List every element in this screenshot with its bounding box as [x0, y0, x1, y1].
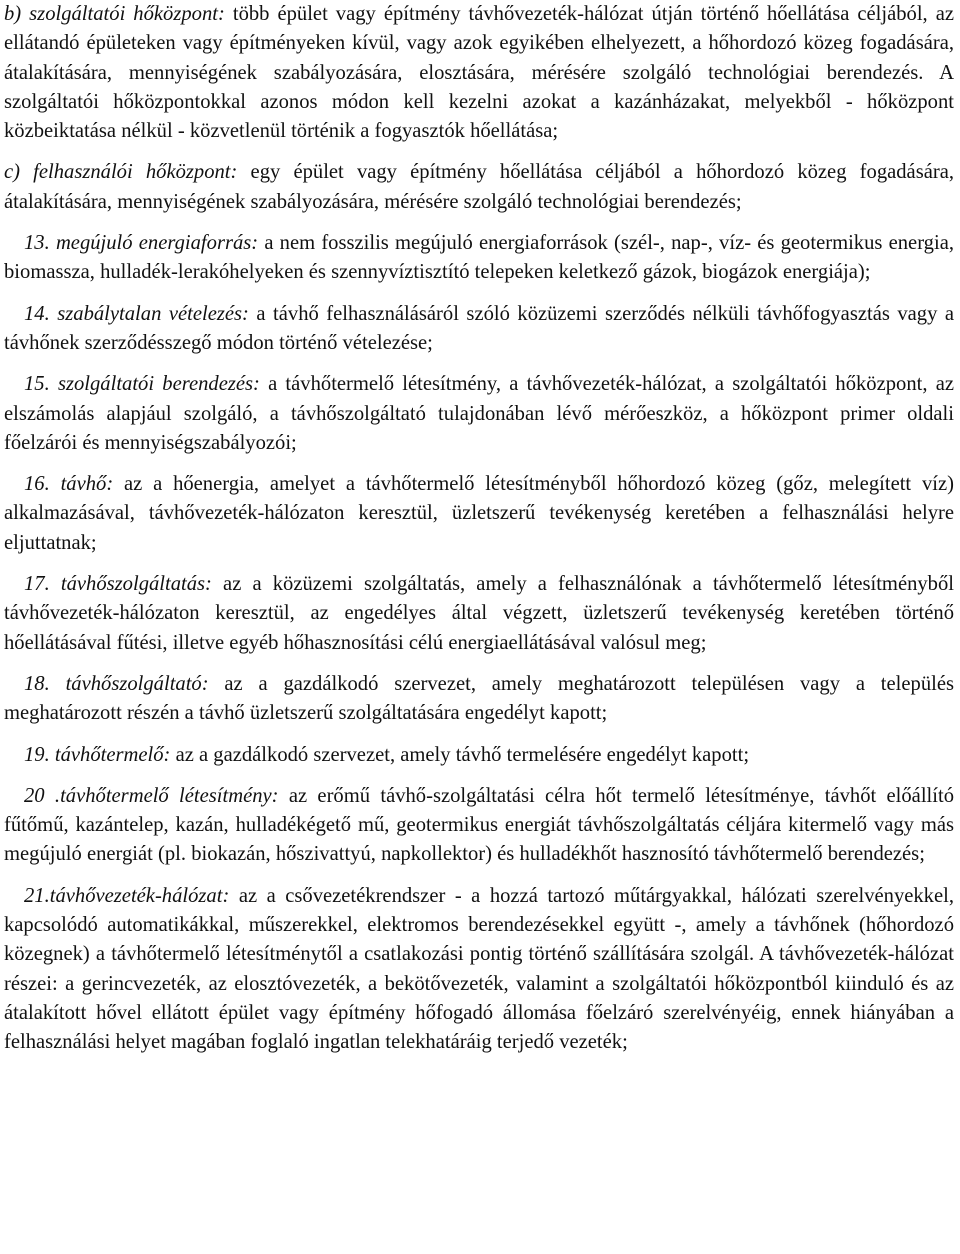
- definition-15: [4, 370, 954, 458]
- definition-13: [4, 229, 954, 288]
- definition-text: az a csővezetékrendszer - a hozzá tartozó műtárgyakkal, hálózati szerelvényekkel, kapcsolódó automatikákkal, műszerekkel, elektromos berendezésekkel együtt -, amely a távhőnek (hőhordozó közegnek) a távhőtermelő létesítménytől a csatlakozási pontig történő szállítására szolgál. A távhővezeték-hálózat részei: a gerincvezeték, az elosztóvezeték, a bekötővezeték, valamint a szolgáltatói hőközpontból kiinduló és az átalakított hővel ellátott épület vagy építmény hőfogadó állomása főelzáró szerelvényéig, ennek hiányában a felhasználási helyet magában foglaló ingatlan telekhatáráig terjedő vezeték;: [4, 884, 954, 1054]
- definition-term: távhőtermelő:: [54, 743, 171, 766]
- definition-term: megújuló energiaforrás:: [55, 232, 259, 255]
- definition-text: a távhőtermelő létesítmény, a távhővezeték-hálózat, a szolgáltatói hőközpont, az elszámolás alapjául szolgáló, a távhőszolgáltató tulajdonában lévő mérőeszköz, a hőközpont primer oldali főelzárói és mennyiségszabályozói;: [4, 373, 954, 454]
- definition-text: több épület vagy építmény távhővezeték-hálózat útján történő hőellátása céljából, az ellátandó épületeken vagy építményeken kívül, vagy azok egyikében elhelyezett, a hőhordozó közeg fogadására, átalakítására, mennyiségének szabályozására, elosztására, mérésére szolgáló technológiai berendezés. A szolgáltatói hőközpontokkal azonos módon kell kezelni azokat a kazánházakat, melyekből - hőközpont közbeiktatása nélkül - közvetlenül történik a fogyasztók hőellátása;: [4, 3, 954, 143]
- definition-number: 18.: [24, 672, 66, 695]
- definition-number: 19.: [24, 743, 55, 766]
- definition-term: távhő:: [60, 473, 114, 496]
- definition-term: szabálytalan vételezés:: [57, 302, 249, 325]
- definition-term: távhővezeték-hálózat:: [49, 884, 230, 907]
- definition-term: távhőszolgáltatás:: [60, 573, 212, 596]
- definition-18: [4, 670, 954, 729]
- definition-21: [4, 882, 954, 1058]
- definition-number: 20 .: [24, 784, 61, 807]
- definition-term: távhőszolgáltató:: [65, 672, 209, 695]
- definition-number: 15.: [24, 373, 58, 396]
- definition-number: 13.: [24, 232, 56, 255]
- definition-term: távhőtermelő létesítmény:: [60, 784, 279, 807]
- definition-text: az erőmű távhő-szolgáltatási célra hőt termelő létesítménye, távhőt előállító fűtőmű, kazántelep, kazán, hulladékégető mű, geotermikus energiát távhőszolgáltatás céljára kitermelő vagy más megújuló energiát (pl. biokazán, hőszivattyú, napkollektor) és hulladékhőt hasznosító távhőtermelő berendezés;: [4, 784, 955, 866]
- definition-text: az a gazdálkodó szervezet, amely távhő termelésére engedélyt kapott;: [170, 743, 750, 766]
- definition-text: az a gazdálkodó szervezet, amely meghatározott településen vagy a település meghatározott részén a távhő üzletszerű szolgáltatására engedélyt kapott;: [4, 672, 955, 725]
- definition-c: [4, 158, 954, 217]
- definition-term: c) felhasználói hőközpont:: [4, 161, 238, 184]
- definition-text: a nem fosszilis megújuló energiaforrások (szél-, nap-, víz- és geotermikus energia, biomassza, hulladék-lerakóhelyeken és szennyvíztisztító telepeken keletkező gázok, biogázok energiája);: [4, 232, 954, 284]
- definition-number: 14.: [24, 302, 58, 325]
- definition-number: 17.: [24, 573, 61, 596]
- definition-text: az a hőenergia, amelyet a távhőtermelő létesítményből hőhordozó közeg (gőz, melegített víz) alkalmazásával, távhővezeték-hálózaton keresztül, üzletszerű tevékenység keretében a felhasználási helyre eljuttatnak;: [4, 473, 954, 554]
- definition-17: [4, 570, 954, 658]
- definition-term: szolgáltatói berendezés:: [57, 373, 260, 396]
- definition-20: [4, 782, 954, 870]
- definition-text: a távhő felhasználásáról szóló közüzemi szerződés nélküli távhőfogyasztás vagy a távhőnek szerződésszegő módon történő vételezése;: [4, 302, 955, 354]
- definition-number: 16.: [24, 473, 61, 496]
- definition-b: [4, 0, 954, 146]
- definition-text: egy épület vagy építmény hőellátása céljából a hőhordozó közeg fogadására, átalakítására, mennyiségének szabályozására, mérésére szolgáló technológiai berendezés;: [4, 161, 954, 213]
- definition-19: [4, 741, 954, 770]
- definition-text: az a közüzemi szolgáltatás, amely a felhasználónak a távhőtermelő létesítményből távhővezeték-hálózaton keresztül, az engedélyes által végzett, üzletszerű tevékenység keretében történő hőellátásával fűtési, illetve egyéb hőhasznosítási célú energiaellátásával valósul meg;: [4, 573, 955, 654]
- definition-14: [4, 300, 954, 359]
- definition-16: [4, 470, 954, 558]
- definition-term: b) szolgáltatói hőközpont:: [4, 3, 225, 25]
- definition-number: 21.: [24, 884, 50, 907]
